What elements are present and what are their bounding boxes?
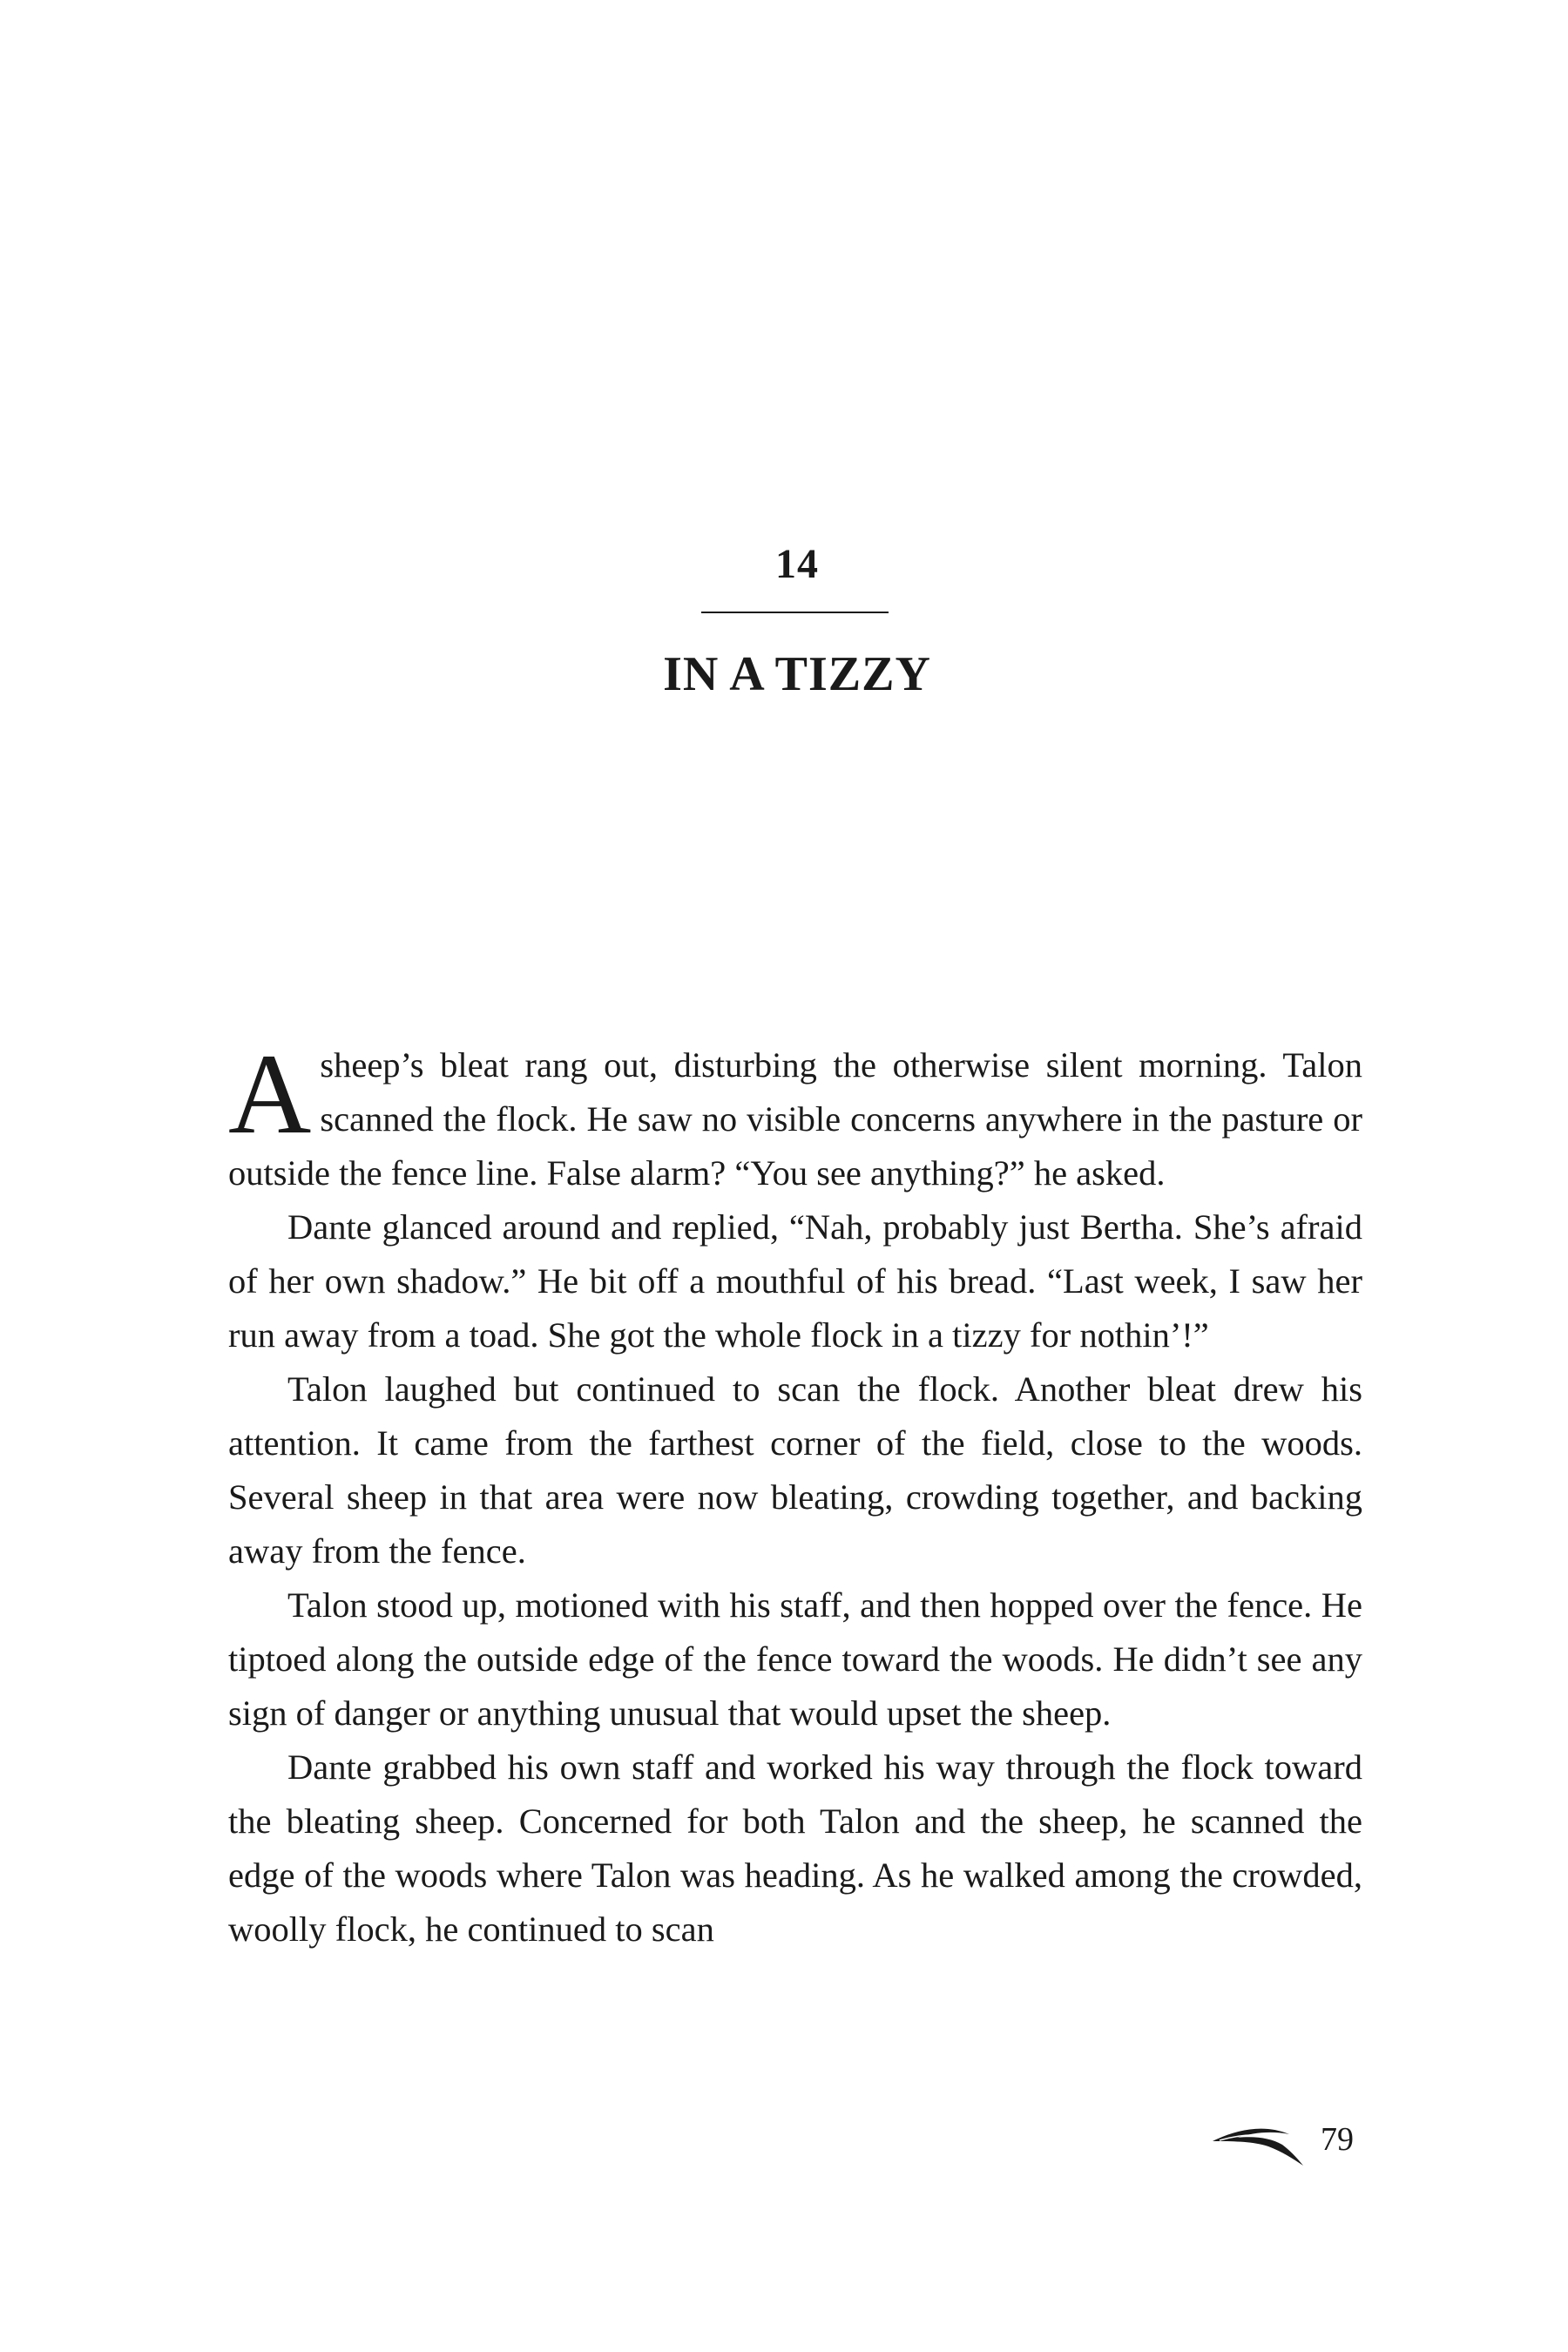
paragraph-1-text: sheep’s bleat rang out, disturbing the otherwise silent morning. Talon scanned the flock. He saw no visible concerns anywhere in the pasture or outside the fence line. False alarm? “You see anything?” he asked. [228, 1045, 1362, 1193]
chapter-title: IN A TIZZY [663, 647, 931, 701]
paragraph-1 [228, 1030, 1362, 1200]
chapter-number: 14 [775, 541, 819, 587]
chapter-body [228, 1030, 1362, 1957]
page-footer [1211, 2117, 1368, 2178]
paragraph-3: Talon laughed but continued to scan the flock. Another bleat drew his attention. It came from the farthest corner of the field, close to the woods. Several sheep in that area were now bleating, crowding together, and backing away from the fence. [228, 1369, 1362, 1571]
drop-cap: A [228, 1030, 312, 1158]
page-number: 79 [1321, 2121, 1354, 2158]
quill-icon [1211, 2122, 1307, 2169]
paragraph-2: Dante glanced around and replied, “Nah, probably just Bertha. She’s afraid of her own shadow.” He bit off a mouthful of his bread. “Last week, I saw her run away from a toad. She got the whole flock in a tizzy for nothin’!” [228, 1207, 1362, 1355]
paragraph-5: Dante grabbed his own staff and worked his way through the flock toward the bleating sheep. Concerned for both Talon and the sheep, he scanned the edge of the woods where Talon was heading. As he walked among the crowded, woolly flock, he continued to scan [228, 1747, 1362, 1949]
chapter-divider [701, 612, 889, 613]
paragraph-4: Talon stood up, motioned with his staff, and then hopped over the fence. He tiptoed along the outside edge of the fence toward the woods. He didn’t see any sign of danger or anything unusual that would upset the sheep. [228, 1585, 1362, 1733]
